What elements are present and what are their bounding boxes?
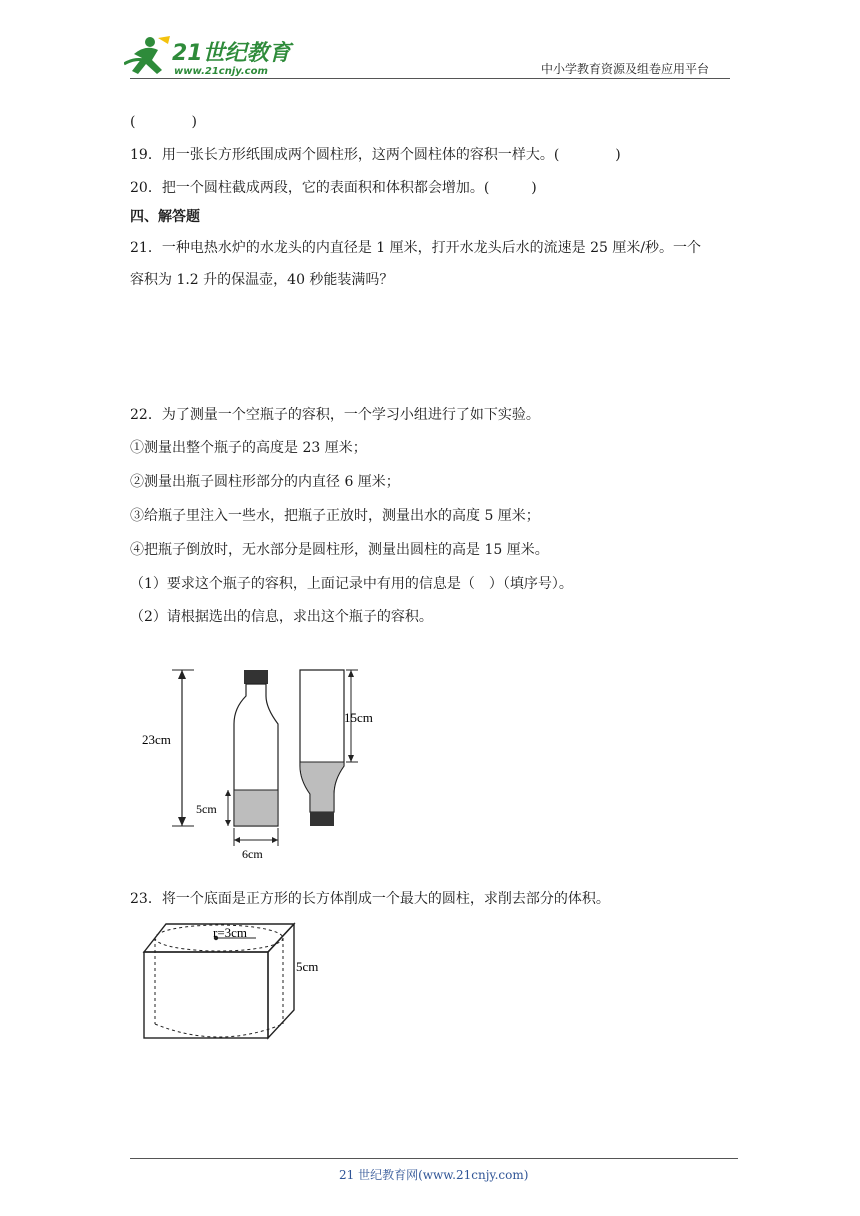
cuboid-height-label: 5cm [296,959,319,974]
footer-site-link[interactable]: 21 世纪教育网(www.21cnjy.com) [339,1168,529,1182]
cuboid-figure [136,916,336,1050]
question-22-step-1: ①测量出整个瓶子的高度是 23 厘米； [130,440,367,456]
header-divider [130,78,730,79]
question-23: 23．将一个底面是正方形的长方体削成一个最大的圆柱，求削去部分的体积。 [130,891,610,907]
logo-url: www.21cnjy.com [174,66,268,77]
empty-height-label: 15cm [344,710,373,725]
question-22-part-1: （1）要求这个瓶子的容积，上面记录中有用的信息是（ ）（填序号）。 [130,576,573,592]
question-22-step-3: ③给瓶子里注入一些水，把瓶子正放时，测量出水的高度 5 厘米； [130,508,540,524]
water-height-label: 5cm [196,802,217,816]
logo-brand: 21世纪教育 [172,41,291,66]
bottle-figure [138,662,388,862]
water-upright [235,790,278,825]
question-21-line-1: 21．一种电热水炉的水龙头的内直径是 1 厘米，打开水龙头后水的流速是 25 厘米/秒。一个 [130,240,702,256]
question-22-intro: 22．为了测量一个空瓶子的容积，一个学习小组进行了如下实验。 [130,407,540,423]
cylinder-bottom-ellipse [155,1024,283,1037]
question-21-line-2: 容积为 1.2 升的保温壶，40 秒能装满吗？ [130,272,394,288]
platform-name: 中小学教育资源及组卷应用平台 [541,62,710,76]
q18-answer-blank: ( ) [130,114,197,130]
site-logo [124,34,294,78]
section-heading-4: 四、解答题 [130,209,200,225]
diameter-label: 6cm [242,847,263,861]
question-20: 20．把一个圆柱截成两段，它的表面积和体积都会增加。( ) [130,180,537,196]
question-22-step-4: ④把瓶子倒放时，无水部分是圆柱形，测量出圆柱的高是 15 厘米。 [130,542,549,558]
question-22-part-2: （2）请根据选出的信息，求出这个瓶子的容积。 [130,609,433,625]
radius-label: r=3cm [213,925,248,940]
question-22-step-2: ②测量出瓶子圆柱形部分的内直径 6 厘米； [130,474,400,490]
cuboid-side-face [268,924,294,1038]
bottle-cap [244,670,268,684]
question-19: 19．用一张长方形纸围成两个圆柱形，这两个圆柱体的容积一样大。( ) [130,147,621,163]
water-inverted [301,762,344,811]
footer-divider [130,1158,738,1159]
cuboid-front-face [144,952,268,1038]
total-height-label: 23cm [142,732,171,747]
inverted-bottle-cap [310,812,334,826]
